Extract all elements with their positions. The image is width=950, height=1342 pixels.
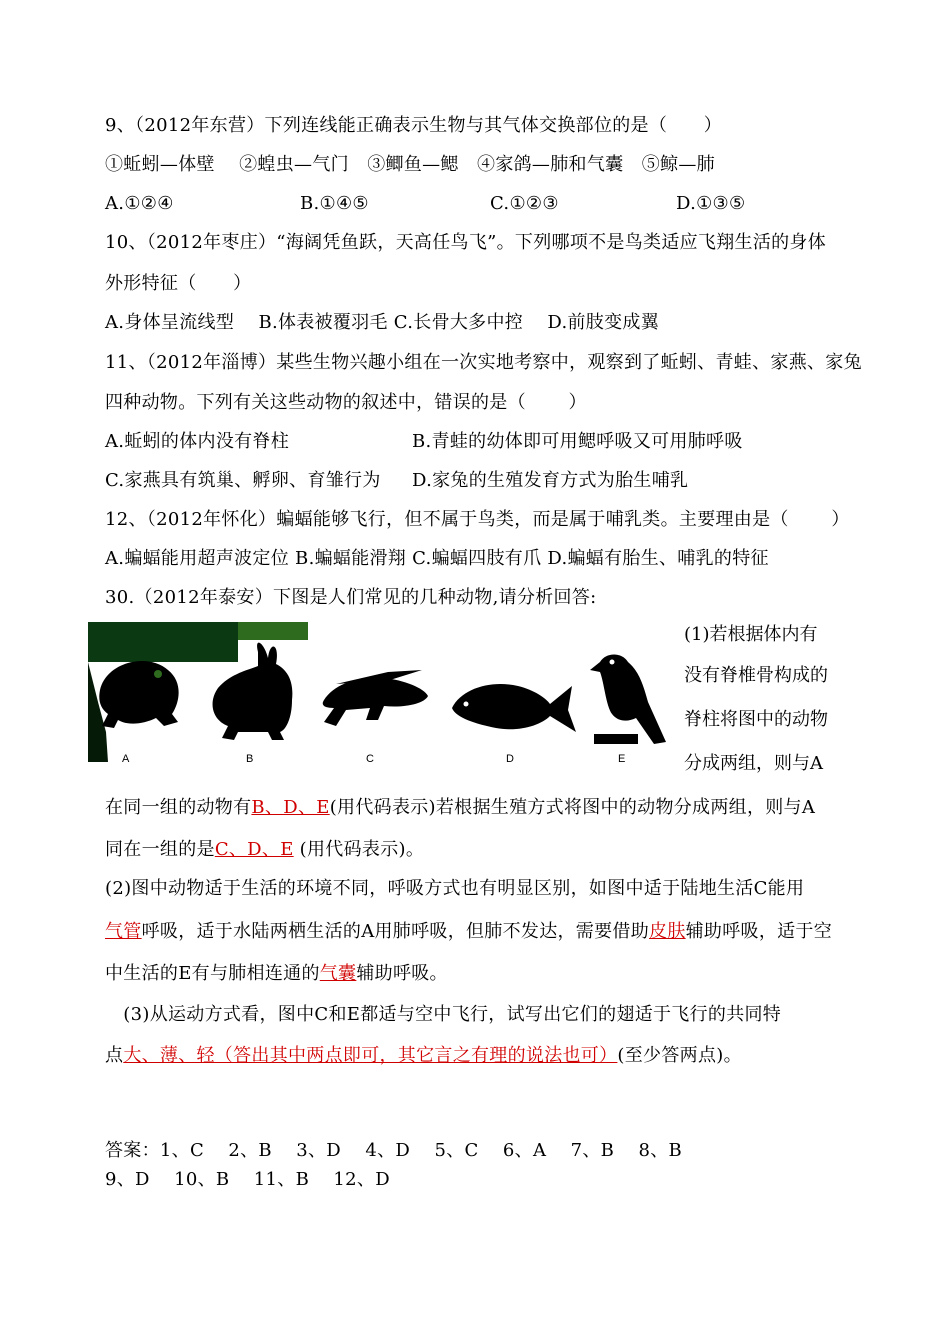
q10-stem-2: 外形特征（ ） [105,273,252,294]
q9-option-d: D.①③⑤ [676,193,746,214]
q9-option-c: C.①②③ [490,193,559,214]
figure-label-c: C [366,753,374,765]
q11-stem-2: 四种动物。下列有关这些动物的叙述中，错误的是（ ） [105,392,587,413]
q11-option-b: B.青蛙的幼体即可用鳃呼吸又可用肺呼吸 [412,431,743,452]
q30-p2-text: 辅助呼吸，适于空 [685,921,833,942]
q30-p2-line-1: (2)图中动物适于生活的环境不同，呼吸方式也有明显区别，如图中适于陆地生活C能用 [105,878,805,899]
q30-p1-text: (用代码表示)若根据生殖方式将图中的动物分成两组，则与A [329,797,816,818]
answer-air-sac: 气囊 [319,963,357,984]
q9-option-a: A.①②④ [105,193,174,214]
q30-p3-text: 点 [105,1045,124,1066]
q30-p1-line-6 [105,838,424,862]
grasshopper-silhouette [323,670,428,726]
answer-key-line-1: 答案：1、C 2、B 3、D 4、D 5、C 6、A 7、B 8、B [105,1140,683,1161]
animal-figure [88,622,676,770]
q12-options: A.蝙蝠能用超声波定位 B.蝙蝠能滑翔 C.蝙蝠四肢有爪 D.蝙蝠有胎生、哺乳的特征 [105,548,769,569]
bird-silhouette [590,655,666,745]
q30-p1-side-3: 脊柱将图中的动物 [684,709,828,730]
q9-pairs: ①蚯蚓—体壁 ②蝗虫—气门 ③鲫鱼—鳃 ④家鸽—肺和气囊 ⑤鲸—肺 [105,154,715,175]
q30-p1-side-2: 没有脊椎骨构成的 [684,665,828,686]
q30-p2-line-2 [105,920,832,944]
fish-silhouette [452,684,576,732]
q30-p1-side-4: 分成两组，则与A [684,753,823,774]
q11-option-d: D.家兔的生殖发育方式为胎生哺乳 [412,470,689,491]
answer-trachea: 气管 [105,921,142,942]
answer-wing-features: 大、薄、轻（答出其中两点即可，其它言之有理的说法也可） [123,1045,618,1066]
q11-option-c: C.家燕具有筑巢、孵卵、育雏行为 [105,470,381,491]
figure-label-e: E [618,753,626,765]
figure-label-d: D [506,753,514,765]
answer-group-vertebra: B、D、E [251,797,330,818]
q30-p3-line-2 [105,1044,742,1068]
q30-p2-line-3 [105,962,448,986]
q11-option-a: A.蚯蚓的体内没有脊柱 [105,431,290,452]
q30-p2-text: 辅助呼吸。 [356,963,448,984]
q30-p2-text: 呼吸，适于水陆两栖生活的A用肺呼吸，但肺不发达，需要借助 [141,921,650,942]
q10-stem-1: 10、（2012年枣庄）“海阔凭鱼跃，天高任鸟飞”。下列哪项不是鸟类适应飞翔生活的身体 [105,232,827,253]
q30-p1-side-1: (1)若根据体内有 [684,624,818,645]
q30-p1-text: 同在一组的是 [105,839,215,860]
q30-p2-text: 中生活的E有与肺相连通的 [105,963,320,984]
q10-options: A.身体呈流线型 B.体表被覆羽毛 C.长骨大多中控 D.前肢变成翼 [105,312,659,333]
q12-stem: 12、（2012年怀化）蝙蝠能够飞行，但不属于鸟类，而是属于哺乳类。主要理由是（ ） [105,509,850,530]
q30-p1-text: (用代码表示)。 [293,839,425,860]
answer-skin: 皮肤 [649,921,686,942]
answer-key-line-2: 9、D 10、B 11、B 12、D [105,1169,390,1190]
q30-p1-text: 在同一组的动物有 [105,797,252,818]
q30-p3-text: (至少答两点)。 [617,1045,742,1066]
q30-p3-line-1: (3)从运动方式看，图中C和E都适与空中飞行，试写出它们的翅适于飞行的共同特 [105,1004,782,1025]
frog-silhouette [99,661,178,728]
figure-label-b: B [246,753,254,765]
q9-option-b: B.①④⑤ [300,193,369,214]
q30-stem: 30.（2012年泰安）下图是人们常见的几种动物,请分析回答: [105,587,597,608]
figure-label-a: A [122,753,130,765]
q30-p1-line-5 [105,796,815,820]
answer-group-reproduction: C、D、E [214,839,294,860]
q11-stem-1: 11、（2012年淄博）某些生物兴趣小组在一次实地考察中，观察到了蚯蚓、青蛙、家燕、家兔 [105,352,862,373]
q9-stem: 9、（2012年东营）下列连线能正确表示生物与其气体交换部位的是（ ） [105,115,723,136]
